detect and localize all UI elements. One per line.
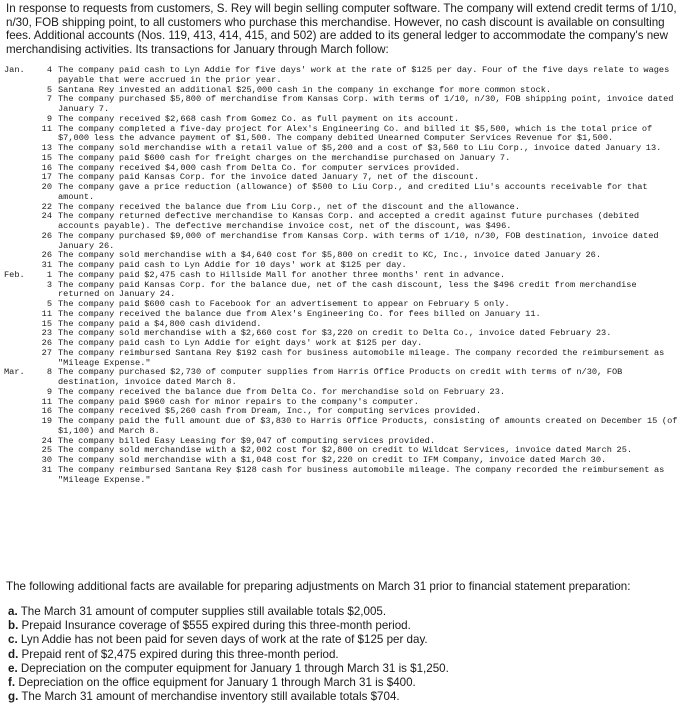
additional-facts-list bbox=[8, 605, 676, 704]
transaction-row bbox=[4, 212, 680, 232]
transaction-day: 17 bbox=[41, 172, 52, 183]
transaction-text: The company paid $600 cash to Facebook for an advertisement to appear on February 5 only. bbox=[58, 299, 510, 309]
transaction-day: 31 bbox=[41, 260, 52, 270]
transaction-row bbox=[4, 281, 680, 301]
transaction-text: The company sold merchandise with a $4,640 cost for $5,800 on credit to KC, Inc., invoice dated January 26. bbox=[58, 250, 602, 261]
fact-item bbox=[8, 633, 676, 647]
transaction-day: 16 bbox=[41, 406, 52, 417]
transaction-day: 13 bbox=[41, 143, 52, 153]
transactions-list bbox=[4, 66, 680, 485]
transaction-text: The company paid Kansas Corp. for the balance due, net of the cash discount, less the $496 credit from merchandise returned on January 24. bbox=[58, 279, 637, 300]
transaction-text: The company received $5,260 cash from Dream, Inc., for computing services provided. bbox=[58, 406, 481, 417]
transaction-text: The company received $4,000 cash from Delta Co. for computer services provided. bbox=[58, 162, 461, 173]
transaction-text: The company paid a $4,800 cash dividend. bbox=[58, 318, 262, 329]
transaction-day: 26 bbox=[41, 230, 52, 241]
fact-text: The March 31 amount of computer supplies still available totals $2,005. bbox=[20, 605, 387, 618]
fact-letter: d. bbox=[8, 647, 19, 661]
intro-paragraph: In response to requests from customers, S. Rey will begin selling computer software. The company will extend credit terms of 1/10, n/30, FOB shipping point, to all customers who purchase this merchandise. However, no cash discount is available on consulting fees. Additional accounts (Nos. 119, 413, 414, 415, and 502) are added to its general ledger to accommodate the company's new merchandising activities. Its transactions for January through March follow: bbox=[6, 2, 677, 56]
transaction-text: The company paid $600 cash for freight charges on the merchandise purchased on January 7. bbox=[58, 152, 511, 163]
fact-item bbox=[8, 619, 676, 633]
transaction-day: 15 bbox=[41, 152, 52, 163]
transaction-day: 9 bbox=[46, 113, 52, 124]
transaction-day: 19 bbox=[41, 416, 52, 426]
transaction-text: The company paid Kansas Corp. for the invoice dated January 7, net of the discount. bbox=[58, 172, 480, 183]
transaction-day: 22 bbox=[41, 201, 52, 212]
transaction-day: 26 bbox=[41, 338, 52, 348]
transaction-day: 31 bbox=[41, 464, 52, 475]
fact-item bbox=[8, 690, 676, 704]
transaction-row bbox=[4, 368, 680, 388]
transaction-text: The company gave a price reduction (allowance) of $500 to Liu Corp., and credited Liu's accounts receivable for that amount. bbox=[58, 182, 648, 202]
transaction-month: Mar. bbox=[4, 367, 25, 378]
transaction-text: The company received the balance due from Alex's Engineering Co. for fees billed on January 11. bbox=[58, 308, 541, 319]
transaction-day: 1 bbox=[46, 269, 52, 280]
transaction-row bbox=[4, 232, 680, 252]
transaction-text: The company returned defective merchandise to Kansas Corp. and accepted a credit against future purchases (debited accounts payable). The defective merchandise invoice cost, net of the discount, was $496. bbox=[58, 211, 640, 231]
transaction-month: Feb. bbox=[4, 269, 25, 280]
transaction-day: 27 bbox=[41, 347, 52, 358]
transaction-day: 24 bbox=[41, 211, 52, 222]
fact-item bbox=[8, 605, 676, 619]
transaction-text: The company reimbursed Santana Rey $192 cash for business automobile mileage. The company recorded the reimbursement as "Mileage Expense." bbox=[58, 347, 665, 368]
transaction-day: 11 bbox=[41, 123, 52, 134]
transaction-row bbox=[4, 125, 680, 145]
transaction-row bbox=[4, 95, 680, 115]
transaction-day: 11 bbox=[41, 396, 52, 407]
transaction-row bbox=[4, 349, 680, 369]
fact-text: Prepaid Insurance coverage of $555 expired during this three-month period. bbox=[21, 619, 411, 633]
fact-text: Lyn Addie has not been paid for seven days of work at the rate of $125 per day. bbox=[20, 633, 428, 647]
transaction-day: 7 bbox=[46, 94, 52, 105]
fact-text: Depreciation on the office equipment for January 1 through March 31 is $400. bbox=[18, 676, 416, 690]
transaction-day: 3 bbox=[46, 279, 52, 290]
transaction-text: The company paid $2,475 cash to Hillside Mall for another three months' rent in advance. bbox=[58, 269, 506, 280]
transaction-text: The company sold merchandise with a $2,660 cost for $3,220 on credit to Delta Co., invoice dated February 23. bbox=[58, 328, 612, 339]
transaction-text: The company reimbursed Santana Rey $128 cash for business automobile mileage. The company recorded the reimbursement as "Mileage Expense." bbox=[58, 464, 665, 485]
transaction-day: 25 bbox=[41, 445, 52, 456]
transaction-day: 30 bbox=[41, 455, 52, 465]
fact-letter: f. bbox=[8, 676, 16, 690]
fact-letter: g. bbox=[8, 690, 19, 704]
transaction-text: The company paid cash to Lyn Addie for eight days' work at $125 per day. bbox=[58, 338, 423, 348]
transaction-row bbox=[4, 417, 680, 437]
transaction-text: The company purchased $5,800 of merchandise from Kansas Corp. with terms of 1/10, n/30, FOB shipping point, invoice dated January 7. bbox=[58, 94, 674, 114]
transaction-day: 4 bbox=[46, 65, 52, 75]
transaction-text: The company paid the full amount due of $3,830 to Harris Office Products, consisting of amounts created on December 15 (of $1,100) and March 8. bbox=[58, 416, 678, 436]
transaction-text: The company sold merchandise with a $2,002 cost for $2,800 on credit to Wildcat Services, invoice dated March 25. bbox=[58, 445, 633, 456]
transaction-row bbox=[4, 66, 680, 86]
transaction-day: 5 bbox=[46, 299, 52, 309]
transaction-month: Jan. bbox=[4, 65, 25, 75]
transaction-text: The company sold merchandise with a $1,048 cost for $2,220 on credit to IFM Company, invoice dated March 30. bbox=[58, 455, 607, 465]
transaction-text: The company paid cash to Lyn Addie for 10 days' work at $125 per day. bbox=[58, 260, 407, 270]
transaction-text: Santana Rey invested an additional $25,000 cash in the company in exchange for more common stock. bbox=[58, 84, 552, 95]
transaction-day: 11 bbox=[41, 308, 52, 319]
transaction-day: 24 bbox=[41, 435, 52, 446]
transaction-text: The company purchased $2,730 of computer supplies from Harris Office Products on credit with terms of n/30, FOB destination, invoice dated March 8. bbox=[58, 367, 623, 387]
transaction-text: The company paid $960 cash for minor repairs to the company's computer. bbox=[58, 396, 419, 407]
fact-letter: b. bbox=[8, 619, 19, 633]
fact-text: Prepaid rent of $2,475 expired during this three-month period. bbox=[21, 647, 339, 661]
transaction-text: The company completed a five-day project for Alex's Engineering Co. and billed it $5,500, which is the total price of $7,000 less the advance payment of $1,500. The company debited Unearned Computer Services Revenue for $1,500. bbox=[58, 123, 653, 144]
transaction-text: The company paid cash to Lyn Addie for five days' work at the rate of $125 per day. Four of the five days relate to wages payable that were accrued in the prior year. bbox=[58, 65, 670, 85]
transaction-day: 5 bbox=[46, 84, 52, 95]
fact-letter: a. bbox=[8, 605, 18, 618]
transaction-row bbox=[4, 183, 680, 203]
transaction-text: The company purchased $9,000 of merchandise from Kansas Corp. with terms of 1/10, n/30, FOB destination, invoice dated January 26. bbox=[58, 230, 659, 251]
transaction-day: 8 bbox=[46, 367, 52, 378]
transaction-day: 23 bbox=[41, 328, 52, 339]
transaction-day: 9 bbox=[46, 386, 52, 397]
transaction-day: 20 bbox=[41, 182, 52, 192]
fact-letter: c. bbox=[8, 633, 18, 647]
fact-letter: e. bbox=[8, 661, 18, 675]
transaction-day: 26 bbox=[41, 250, 52, 261]
fact-text: The March 31 amount of merchandise inventory still available totals $704. bbox=[21, 690, 400, 704]
additional-facts-intro: The following additional facts are available for preparing adjustments on March 31 prior to financial statement preparation: bbox=[6, 580, 631, 593]
transaction-text: The company sold merchandise with a retail value of $5,200 and a cost of $3,560 to Liu Corp., invoice dated January 13. bbox=[58, 143, 662, 153]
fact-item bbox=[8, 676, 676, 690]
fact-item bbox=[8, 648, 676, 662]
transaction-text: The company received the balance due from Liu Corp., net of the discount and the allowance. bbox=[58, 201, 521, 212]
fact-text: Depreciation on the computer equipment for January 1 through March 31 is $1,250. bbox=[20, 661, 449, 675]
fact-item bbox=[8, 662, 676, 676]
transaction-text: The company received the balance due from Delta Co. for merchandise sold on February 23. bbox=[58, 386, 506, 397]
transaction-row bbox=[4, 466, 680, 486]
transaction-text: The company received $2,668 cash from Gomez Co. as full payment on its account. bbox=[58, 113, 460, 124]
transaction-day: 16 bbox=[41, 162, 52, 173]
transaction-day: 15 bbox=[41, 318, 52, 329]
transaction-text: The company billed Easy Leasing for $9,047 of computing services provided. bbox=[58, 435, 436, 446]
